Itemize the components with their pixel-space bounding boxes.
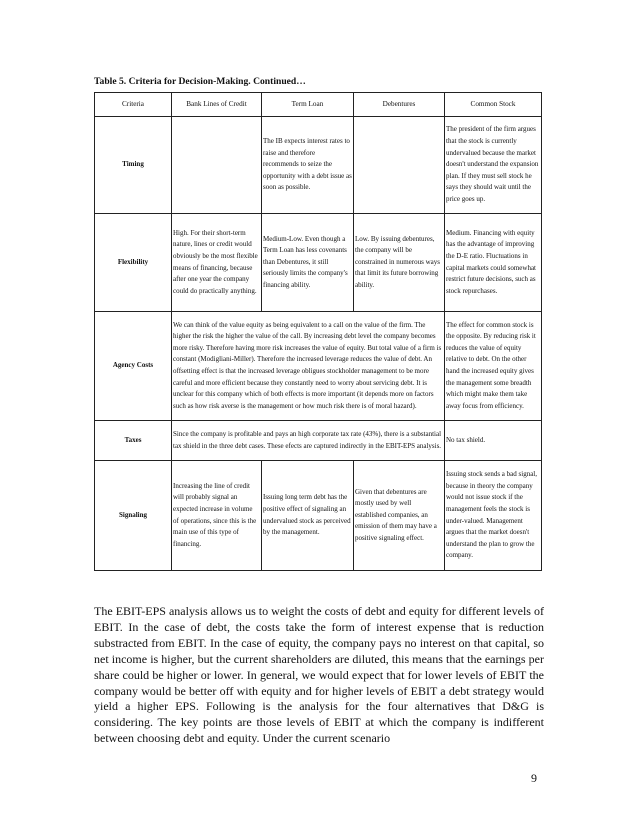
row-label-signaling: Signaling <box>95 461 172 571</box>
cell-timing-bank-lines <box>172 117 262 214</box>
criteria-table <box>94 92 542 571</box>
table-row-agency-costs <box>95 312 542 421</box>
cell-signaling-term-loan: Issuing long term debt has the positive effect of signaling an undervalued stock as perceived by the management. <box>262 461 354 571</box>
cell-timing-term-loan: The IB expects interest rates to raise and therefore recommends to seize the opportunity with a debt issue as soon as possible. <box>262 117 354 214</box>
table-header-row <box>95 93 542 117</box>
table-row-taxes <box>95 421 542 461</box>
row-label-taxes: Taxes <box>95 421 172 461</box>
header-bank-lines: Bank Lines of Credit <box>172 93 262 117</box>
header-criteria: Criteria <box>95 93 172 117</box>
table-row-flexibility <box>95 214 542 312</box>
page-number: 9 <box>531 771 537 785</box>
header-debentures: Debentures <box>354 93 445 117</box>
cell-flexibility-term-loan: Medium-Low. Even though a Term Loan has less covenants than Debentures, it still seriously limits the company's financing ability. <box>262 214 354 312</box>
cell-timing-common-stock: The president of the firm argues that the stock is currently undervalued because the market doesn't understand the expansion plan. If they must sell stock he says they should wait until the price goes up. <box>445 117 542 214</box>
header-term-loan: Term Loan <box>262 93 354 117</box>
table-row-signaling <box>95 461 542 571</box>
table-caption: Table 5. Criteria for Decision-Making. Continued… <box>94 76 306 87</box>
cell-agency-costs-debt: We can think of the value equity as being equivalent to a call on the value of the firm. The higher the risk the higher the value of the call. By increasing debt level the company becomes more risky. Therefore having more risk increases the value of equity. But total value of a firm is constant (Modigliani-Miller). Therefore the increased leverage reduces the value of debt. An offsetting effect is that the increased leverage obligues stockholder management to be more careful and more efficient because they constantly need to worry about servicing debt. It is unclear for this company which of both effects is more important (it depends more on factors such as how risk averse is the management or how much risk there is of moral hazard). <box>172 312 445 421</box>
cell-agency-costs-common-stock: The effect for common stock is the opposite. By reducing risk it reduces the value of equity relative to debt. On the other hand the increased equity gives the management some breadth which might make them take away focus from efficiency. <box>445 312 542 421</box>
cell-signaling-debentures: Given that debentures are mostly used by well established companies, an emission of them may have a positive signaling effect. <box>354 461 445 571</box>
cell-signaling-bank-lines: Increasing the line of credit will probably signal an expected increase in volume of operations, since this is the main use of this type of financing. <box>172 461 262 571</box>
row-label-flexibility: Flexibility <box>95 214 172 312</box>
cell-taxes-common-stock: No tax shield. <box>445 421 542 461</box>
cell-flexibility-common-stock: Medium. Financing with equity has the advantage of improving the D-E ratio. Fluctuations in capital markets could somewhat restrict future decisions, such as stock repurchases. <box>445 214 542 312</box>
cell-flexibility-bank-lines: High. For their short-term nature, lines or credit would obviously be the most flexible means of financing, because after one year the company could do practically anything. <box>172 214 262 312</box>
row-label-timing: Timing <box>95 117 172 214</box>
cell-flexibility-debentures: Low. By issuing debentures, the company will be constrained in numerous ways that limit its future borrowing ability. <box>354 214 445 312</box>
header-common-stock: Common Stock <box>445 93 542 117</box>
table-row-timing <box>95 117 542 214</box>
cell-signaling-common-stock: Issuing stock sends a bad signal, because in theory the company would not issue stock if the management feels the stock is under-valued. Management argues that the market doesn't understand the plan to grow the company. <box>445 461 542 571</box>
cell-timing-debentures <box>354 117 445 214</box>
row-label-agency-costs: Agency Costs <box>95 312 172 421</box>
body-paragraph: The EBIT-EPS analysis allows us to weight the costs of debt and equity for different levels of EBIT. In the case of debt, the costs take the form of interest expense that is reduction substracted from EBIT. In the case of equity, the company pays no interest on that capital, so net income is higher, but the current shareholders are diluted, this means that the earnings per share could be higher or lower. In general, we would expect that for lower levels of EBIT the company would be better off with equity and for higher levels of EBIT a debt strategy would yield a higher EPS. Following is the analysis for the four alternatives that D&G is considering. The key points are those levels of EBIT at which the company is indifferent between choosing debt and equity. Under the current scenario <box>94 604 544 746</box>
cell-taxes-debt: Since the company is profitable and pays an high corporate tax rate (43%), there is a substantial tax shield in the three debt cases. These efects are captured indirectly in the EBIT-EPS analysis. <box>172 421 445 461</box>
